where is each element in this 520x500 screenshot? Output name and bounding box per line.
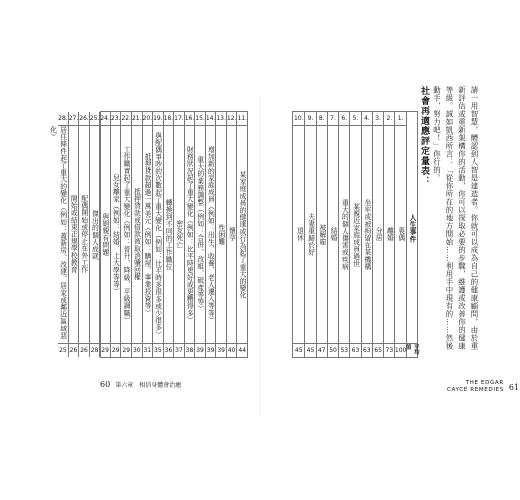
row-average-value: 29: [121, 343, 131, 357]
header-average-value: 平均值: [407, 343, 417, 357]
table-row: [68, 112, 79, 357]
row-number: 10.: [293, 112, 304, 126]
row-number: 21.: [132, 112, 142, 126]
left-page-number: 60: [100, 380, 111, 389]
row-number: 11.: [237, 112, 247, 126]
row-life-event: 某親近家庭成員過世: [351, 202, 360, 267]
row-average-value: 29: [100, 343, 110, 357]
table-row: [394, 112, 405, 357]
table-row: [184, 112, 195, 357]
row-life-event: 離婚: [385, 227, 394, 242]
row-life-event: 財務狀況起了重大變化（例如：比平時更好或更糟得多）: [185, 145, 194, 324]
table-row: [304, 112, 315, 357]
row-average-value: 100: [395, 343, 405, 357]
table-row: [372, 112, 383, 357]
row-average-value: 47: [317, 343, 327, 357]
row-life-event: 退休: [295, 227, 304, 242]
table-row: [120, 112, 131, 357]
row-average-value: 28: [90, 343, 100, 357]
intro-paragraph: 請一用智慧，體認到人智是建造者。你就可以成為自己的健康顧問，由於重新評估或重新架構你的活動，你可以探取必要的步驟，維護或改善你的健康等級。誠如凱西所言：「從你所在的地方開始……利用手中現有的……然後動手，努力吧！」你行的。: [432, 86, 479, 350]
row-average-value: 30: [132, 343, 142, 357]
book-title-line-2: CAYCE REMEDIES: [447, 387, 504, 393]
row-life-event: 分居: [374, 227, 383, 242]
left-page-footer: [100, 380, 181, 389]
table-row: [110, 112, 121, 357]
row-average-value: 63: [350, 343, 360, 357]
row-number: 27.: [69, 112, 79, 126]
table-row: [173, 112, 184, 357]
row-number: 24.: [100, 112, 110, 126]
row-average-value: 40: [227, 343, 237, 357]
chapter-label: 第六章 相信身體會治癒: [115, 382, 182, 389]
row-number: 22.: [121, 112, 131, 126]
table-row: [349, 112, 360, 357]
row-average-value: 39: [195, 343, 205, 357]
row-average-value: 53: [339, 343, 349, 357]
row-life-event: 重大的個人傷害或疾病: [340, 199, 349, 270]
table-row: [131, 112, 142, 357]
row-life-event: 兒女離家（例如：結婚、上大學等等）: [111, 174, 120, 295]
row-number: 25.: [90, 112, 100, 126]
row-number: 1.: [395, 112, 405, 126]
row-life-event: 工作職責起了重大變化（例如：晉升、降級、平級調職）: [121, 145, 130, 324]
row-number: 19.: [153, 112, 163, 126]
row-average-value: 39: [206, 343, 216, 357]
row-average-value: 38: [185, 343, 195, 357]
row-life-event: 性困難: [216, 223, 225, 246]
row-number: 12.: [227, 112, 237, 126]
row-number: 7.: [328, 112, 338, 126]
header-life-event: 人生事件: [408, 214, 416, 243]
table-row: [99, 112, 110, 357]
row-life-event: 坐牢或被拘留在某機構: [362, 199, 371, 270]
row-average-value: 39: [216, 343, 226, 357]
book-title: [447, 380, 504, 394]
row-number: 13.: [216, 112, 226, 126]
table-row: [78, 112, 89, 357]
table-row: [293, 112, 304, 357]
row-life-event: 結婚: [329, 227, 338, 242]
row-average-value: 44: [237, 343, 247, 357]
table-row: [89, 112, 100, 357]
row-number: 14.: [206, 112, 216, 126]
right-page-footer: [447, 380, 519, 394]
row-average-value: 45: [293, 343, 304, 357]
table-row: [142, 112, 153, 357]
row-life-event: 轉換到不同的工作職位: [164, 199, 173, 270]
row-average-value: 26: [79, 343, 89, 357]
row-number: 16.: [185, 112, 195, 126]
row-average-value: 35: [153, 343, 163, 357]
row-number: 26.: [79, 112, 89, 126]
row-number: 17.: [174, 112, 184, 126]
row-average-value: 45: [305, 343, 315, 357]
row-average-value: 29: [111, 343, 121, 357]
row-life-event: 重大的業務調整（例如：合併、改組、破產等等）: [195, 156, 204, 313]
row-number: 5.: [350, 112, 360, 126]
table-row: [215, 112, 226, 357]
row-average-value: 31: [143, 343, 153, 357]
life-events-table: [292, 111, 418, 358]
row-number: 9.: [305, 112, 315, 126]
row-life-event: 居住條件起了重大的變化（例如：蓋新房、改建、居家或鄰近區域惡化）: [48, 126, 67, 339]
row-life-event: 與配偶爭吵的次數起了重大變化（例如：比平時多很多或少很多）: [153, 131, 162, 338]
row-number: 8.: [317, 112, 327, 126]
row-number: 3.: [373, 112, 383, 126]
table-row: [338, 112, 349, 357]
row-average-value: 65: [373, 343, 383, 357]
table-row: [226, 112, 237, 357]
row-life-event: 增加新的家庭成員（例如：出生、收養、老人遷入等等）: [206, 145, 215, 324]
row-average-value: 26: [69, 343, 79, 357]
table-row: [383, 112, 394, 357]
row-average-value: 50: [328, 343, 338, 357]
row-number: 18.: [164, 112, 174, 126]
table-row: [327, 112, 338, 357]
row-number: 20.: [143, 112, 153, 126]
table-row: [163, 112, 174, 357]
row-number: 28.: [58, 112, 68, 126]
page-gutter: [259, 95, 260, 415]
section-heading: 社會再適應評定量表：: [419, 86, 429, 186]
book-title-line-1: THE EDGAR: [465, 380, 504, 386]
life-events-table-continued: [48, 111, 248, 358]
table-row: [236, 112, 247, 357]
row-average-value: 63: [362, 343, 372, 357]
row-life-event: 某家庭成員的健康或行為起了重大的變化: [238, 170, 246, 299]
table-row: [205, 112, 216, 357]
row-number: 2.: [384, 112, 394, 126]
table-row: [48, 112, 68, 357]
row-life-event: 喪偶: [396, 227, 405, 242]
row-average-value: 36: [164, 343, 174, 357]
row-number: 4.: [362, 112, 372, 126]
row-life-event: 懷孕: [227, 227, 236, 242]
table-header-column: [406, 112, 417, 357]
row-life-event: 與姻親有問題: [100, 213, 109, 256]
row-life-event: 傑出的個人成就: [90, 209, 99, 260]
table-row: [152, 112, 163, 357]
row-average-value: 37: [174, 343, 184, 357]
row-number: 15.: [195, 112, 205, 126]
row-number: 6.: [339, 112, 349, 126]
row-life-event: 開始或結束正規學校教育: [69, 195, 78, 274]
table-row: [194, 112, 205, 357]
row-life-event: 抵押貸款或借款被取消贖回權: [132, 188, 141, 281]
row-average-value: 73: [384, 343, 394, 357]
table-row: [316, 112, 327, 357]
row-life-event: 密友死亡: [174, 220, 183, 249]
table-row: [361, 112, 372, 357]
row-life-event: 被解雇: [317, 223, 326, 246]
row-number: 23.: [111, 112, 121, 126]
right-page-number: 61: [508, 382, 520, 392]
row-average-value: 25: [58, 343, 68, 357]
row-life-event: 配偶開始或停止在外工作: [79, 195, 88, 274]
row-life-event: 抵押貸款超過一萬美元（例如：購屋、事業投資等）: [143, 152, 152, 317]
row-life-event: 夫妻重歸於好: [306, 213, 315, 256]
